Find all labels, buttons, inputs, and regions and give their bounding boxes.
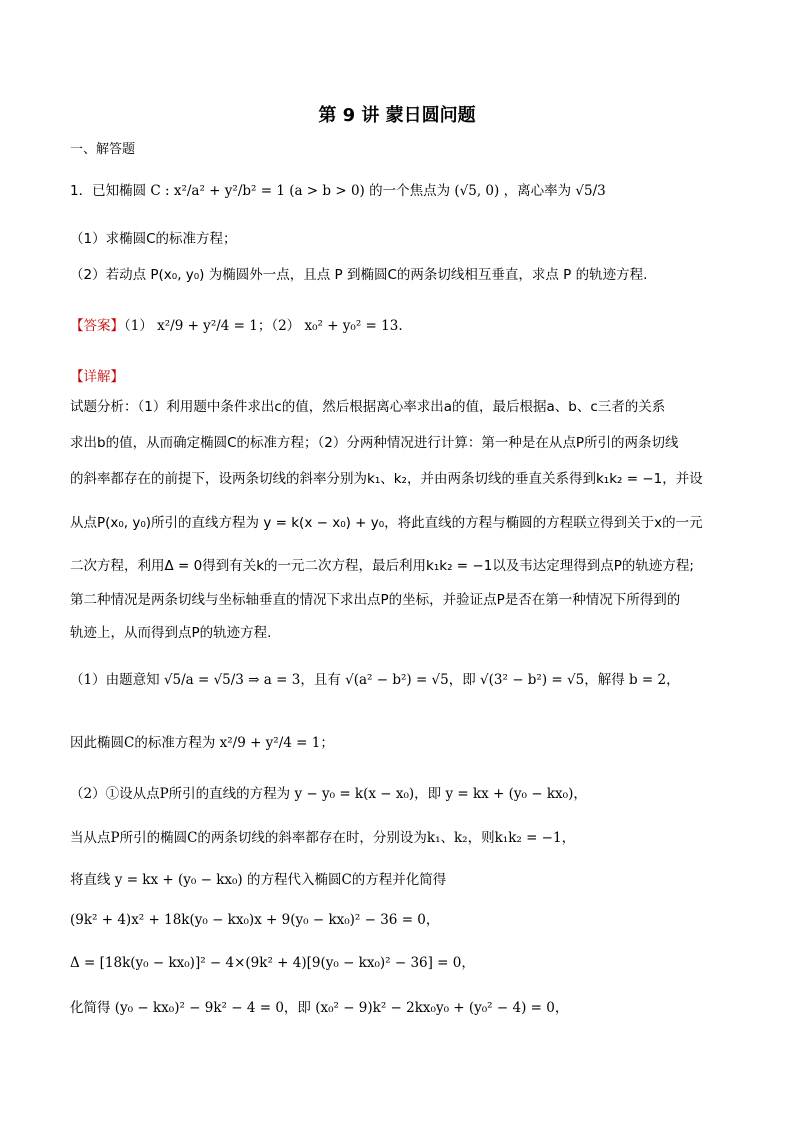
analysis-line: 求出b的值，从而确定椭圆C的标准方程；（2）分两种情况进行计算：第一种是在从点P所引的两条切线 xyxy=(70,435,679,451)
answer-line xyxy=(70,316,734,336)
solution-line: 化简得 (y₀ − kx₀)² − 9k² − 4 = 0，即 (x₀² − 9)k² − 2kx₀y₀ + (y₀² − 4) = 0， xyxy=(70,1000,569,1016)
question-1-text-b: ，离心率为 xyxy=(503,183,572,199)
analysis-line: 的斜率都存在的前提下，设两条切线的斜率分别为k₁、k₂，并由两条切线的垂直关系得到k₁k₂ = −1，并设 xyxy=(70,471,703,487)
section-heading: 一、解答题 xyxy=(70,142,136,157)
eccentricity: √5/3 xyxy=(575,183,606,199)
focus-point: (√5, 0) xyxy=(454,183,500,199)
solution-line: （1）由题意知 √5/a = √5/3 ⇒ a = 3，且有 √(a² − b²) = √5，即 √(3² − b²) = √5，解得 b = 2， xyxy=(70,672,680,688)
analysis-line: 轨迹上，从而得到点P的轨迹方程. xyxy=(70,625,272,641)
analysis-line: 二次方程，利用Δ = 0得到有关k的一元二次方程，最后利用k₁k₂ = −1以及韦达定理得到点P的轨迹方程; xyxy=(70,558,694,574)
solution-line: 将直线 y = kx + (y₀ − kx₀) 的方程代入椭圆C的方程并化简得 xyxy=(70,872,447,888)
detail-label: 【详解】 xyxy=(70,369,124,385)
question-1 xyxy=(70,176,734,206)
answer-label: 【答案】 xyxy=(70,318,124,334)
analysis-line: 第二种情况是两条切线与坐标轴垂直的情况下求出点P的坐标，并验证点P是否在第一种情况下所得到的 xyxy=(70,592,681,608)
question-1-text-a: 的一个焦点为 xyxy=(369,183,451,199)
subquestion-2: （2）若动点 P(x₀, y₀) 为椭圆外一点，且点 P 到椭圆C的两条切线相互垂直，求点 P 的轨迹方程. xyxy=(70,267,648,283)
solution-line: 因此椭圆C的标准方程为 x²/9 + y²/4 = 1； xyxy=(70,735,334,751)
answer-text: （1） x²/9 + y²/4 = 1；（2） x₀² + y₀² = 13. xyxy=(124,318,403,334)
solution-line: （2）①设从点P所引的直线的方程为 y − y₀ = k(x − x₀)，即 y = kx + (y₀ − kx₀)， xyxy=(70,786,587,802)
solution-line: (9k² + 4)x² + 18k(y₀ − kx₀)x + 9(y₀ − kx₀)² − 36 = 0， xyxy=(70,912,440,928)
page-title: 第 9 讲 蒙日圆问题 xyxy=(318,105,476,126)
subquestion-1: （1）求椭圆C的标准方程； xyxy=(70,231,237,247)
solution-line: 当从点P所引的椭圆C的两条切线的斜率都存在时，分别设为k₁、k₂，则k₁k₂ = −1， xyxy=(70,830,576,846)
analysis-line: 从点P(x₀, y₀)所引的直线方程为 y = k(x − x₀) + y₀，将此直线的方程与椭圆的方程联立得到关于x的一元 xyxy=(70,515,703,531)
solution-line: Δ = [18k(y₀ − kx₀)]² − 4×(9k² + 4)[9(y₀ − kx₀)² − 36] = 0， xyxy=(70,955,475,971)
analysis-line: 试题分析：（1）利用题中条件求出c的值，然后根据离心率求出a的值，最后根据a、b、c三者的关系 xyxy=(70,399,666,415)
ellipse-equation: C : x²/a² + y²/b² = 1 (a > b > 0) xyxy=(150,183,365,199)
question-1-number: 1．已知椭圆 xyxy=(70,183,147,199)
